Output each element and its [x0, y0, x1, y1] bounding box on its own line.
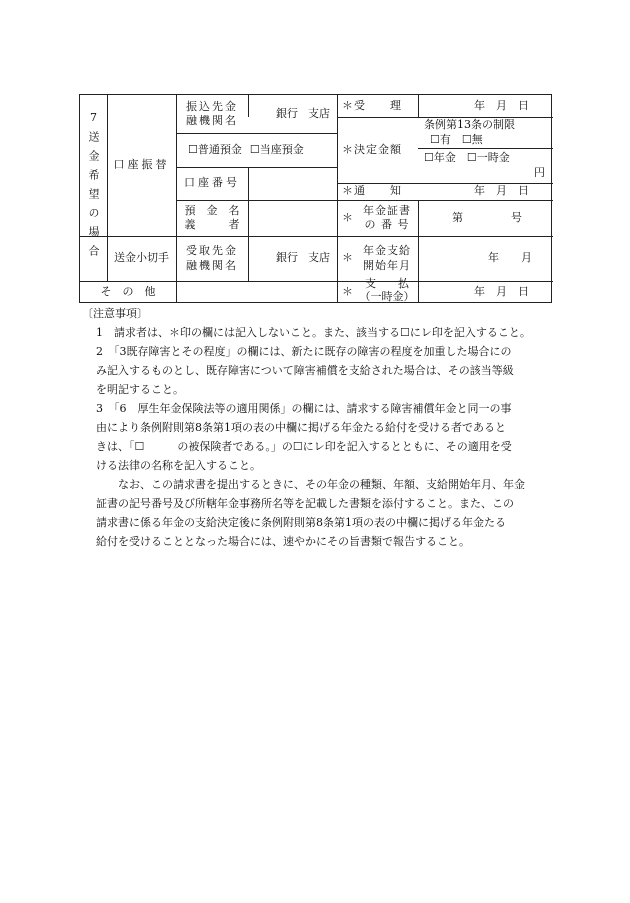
- receipt-label: ＊受 理: [342, 98, 402, 112]
- account-number-label: 口座番号: [184, 176, 240, 190]
- pension-type-choice: ☐年金 ☐一時金 円: [424, 151, 545, 179]
- notice-date: 年 月 日: [474, 184, 529, 198]
- certificate-mark: ＊: [342, 210, 353, 224]
- account-holder-label: 預 金 名 義 者: [184, 203, 240, 231]
- deposit-type-row: [176, 133, 337, 167]
- note-line: 給付を受けることとなった場合には、速やかにその旨書類で報告すること。: [96, 535, 470, 548]
- payment-date: 年 月 日: [474, 284, 529, 298]
- payment-mark: ＊: [342, 284, 353, 298]
- note-line: 2 「3既存障害とその程度」の欄には、新たに既存の障害の程度を加重した場合にの: [96, 345, 512, 358]
- note-line: を明記すること。: [96, 383, 184, 396]
- other-field[interactable]: [176, 281, 337, 303]
- branch-suffix: 支店: [308, 106, 330, 120]
- notice-label: ＊通 知: [342, 184, 402, 198]
- note-line: 由により条例附則第8条第1項の表の中欄に掲げる年金たる給付を受ける者であると: [96, 421, 506, 434]
- transfer-bank-label: 振込先金 融機関名: [186, 99, 238, 127]
- notes-heading: 〔注意事項〕: [82, 307, 148, 320]
- current-deposit-checkbox[interactable]: ☐当座預金: [249, 142, 304, 156]
- certificate-number-label: 年金証書 の 番 号: [363, 203, 411, 231]
- certificate-number-field[interactable]: 第 号: [452, 210, 522, 224]
- account-transfer-label: 口座振替: [113, 158, 170, 172]
- note-line: ける法律の名称を記入すること。: [96, 459, 261, 472]
- divider: [337, 95, 338, 303]
- note-line: 1 請求者は、＊印の欄には記入しないこと。また、該当する☐にレ印を記入すること。: [96, 326, 531, 339]
- branch-suffix: 支店: [308, 251, 330, 265]
- pension-start-value: 年 月: [488, 251, 532, 265]
- pension-start-label: 年金支給 開始年月: [363, 244, 411, 272]
- section-title: 送金希望の場合: [87, 131, 100, 265]
- note-line: きは、「☐ の被保険者である。」の☐にレ印を記入するとともに、その適用を受: [96, 440, 512, 453]
- bank-suffix: 銀行: [276, 106, 298, 120]
- notes-section: [82, 304, 552, 551]
- account-holder-field[interactable]: [248, 200, 337, 236]
- remittance-form-table: [79, 94, 552, 303]
- receiving-bank-label: 受取先金 融機関名: [186, 244, 238, 272]
- decided-amount-label: ＊決定金額: [342, 142, 402, 156]
- note-line: 3 「6 厚生年金保険法等の適用関係」の欄には、請求する障害補償年金と同一の事: [96, 402, 512, 415]
- note-line: 請求書に係る年金の支給決定後に条例附則第8条第1項の表の中欄に掲げる年金たる: [96, 516, 506, 529]
- payment-label: 支 払 （一時金）: [359, 276, 415, 303]
- receipt-date: 年 月 日: [474, 98, 529, 112]
- note-line: なお、この請求書を提出するときに、その年金の種類、年額、支給開始年月、年金: [118, 478, 525, 491]
- note-line: み記入するものとし、既存障害について障害補償を支給された場合は、その該当等級: [96, 364, 514, 377]
- section-label: [80, 95, 107, 281]
- account-number-field[interactable]: [248, 167, 337, 200]
- receiving-bank-field[interactable]: [248, 236, 337, 281]
- remittance-check-label: 送金小切手: [114, 251, 169, 265]
- section-number: 7: [90, 111, 97, 124]
- article13-limit: 条例第13条の制限 ☐有 ☐無: [424, 118, 515, 146]
- ordinary-deposit-checkbox[interactable]: ☐普通預金: [188, 142, 242, 156]
- bank-suffix: 銀行: [276, 251, 298, 265]
- other-label: そ の 他: [100, 284, 156, 298]
- transfer-bank-field[interactable]: [248, 95, 337, 133]
- note-line: 証書の記号番号及び所轄年金事務所名等を記載した書類を添付すること。また、この: [96, 497, 514, 510]
- start-mark: ＊: [342, 251, 353, 265]
